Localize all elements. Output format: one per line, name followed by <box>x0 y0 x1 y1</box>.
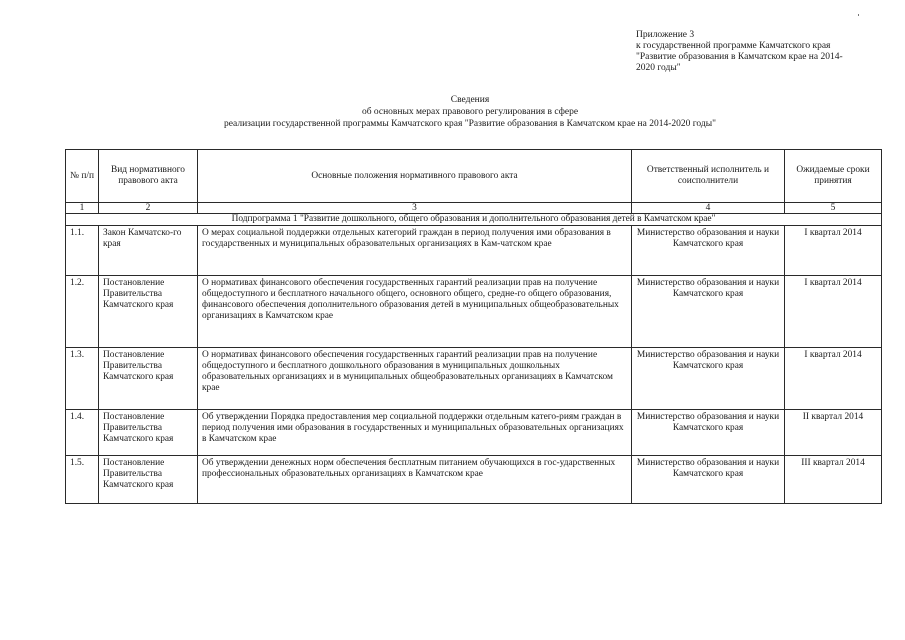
appendix-note <box>636 30 886 74</box>
row-act-type: Закон Камчатско-го края <box>99 226 198 276</box>
row-act-type: Постановление Правительства Камчатского края <box>99 276 198 348</box>
col-number-1: 1 <box>66 203 99 214</box>
row-number: 1.4. <box>66 410 99 456</box>
row-responsible: Министерство образования и науки Камчатского края <box>632 226 785 276</box>
heading-subtitle: об основных мерах правового регулирования в сфере <box>361 107 579 117</box>
row-content: О нормативах финансового обеспечения государственных гарантий реализации прав на получение общедоступного и бесплатного дошкольного образования в муниципальных дошкольных образовательных организациях и в муниципальных общеобразовательных организациях в Камчатском крае <box>198 348 632 410</box>
scan-speck <box>858 14 859 16</box>
table-row <box>66 410 882 456</box>
row-term: I квартал 2014 <box>785 348 882 410</box>
header-term: Ожидаемые сроки принятия <box>785 150 882 203</box>
row-act-type: Постановление Правительства Камчатского края <box>99 410 198 456</box>
row-act-type: Постановление Правительства Камчатского края <box>99 456 198 504</box>
header-responsible: Ответственный исполнитель и соисполнители <box>632 150 785 203</box>
row-term: II квартал 2014 <box>785 410 882 456</box>
table-row <box>66 348 882 410</box>
appendix-line-1: Приложение 3 <box>636 30 695 40</box>
document-heading <box>100 94 840 130</box>
col-number-5: 5 <box>785 203 882 214</box>
header-act-type: Вид нормативного правового акта <box>99 150 198 203</box>
subprogram-title: Подпрограмма 1 "Развитие дошкольного, общего образования и дополнительного образования детей в Камчатском крае" <box>66 214 882 226</box>
row-number: 1.2. <box>66 276 99 348</box>
col-number-3: 3 <box>198 203 632 214</box>
header-num: № п/п <box>66 150 99 203</box>
heading-program: реализации государственной программы Камчатского края "Развитие образования в Камчатском крае на 2014-2020 годы" <box>223 119 717 129</box>
appendix-line-3: "Развитие образования в Камчатском крае на 2014- <box>636 52 843 62</box>
row-content: Об утверждении Порядка предоставления мер социальной поддержки отдельным катего-риям граждан в период получения ими образования в государственных и муниципальных образовательных организациях в Камчатском крае <box>198 410 632 456</box>
table-row <box>66 456 882 504</box>
heading-title: Сведения <box>450 95 490 105</box>
row-number: 1.1. <box>66 226 99 276</box>
row-term: III квартал 2014 <box>785 456 882 504</box>
table-row <box>66 226 882 276</box>
measures-table <box>65 149 882 504</box>
row-content: Об утверждении денежных норм обеспечения бесплатным питанием обучающихся в гос-ударственных профессиональных образовательных организациях в Камчатском крае <box>198 456 632 504</box>
row-number: 1.3. <box>66 348 99 410</box>
row-responsible: Министерство образования и науки Камчатского края <box>632 456 785 504</box>
col-number-2: 2 <box>99 203 198 214</box>
row-responsible: Министерство образования и науки Камчатского края <box>632 410 785 456</box>
column-numbers-row <box>66 203 882 214</box>
row-term: I квартал 2014 <box>785 276 882 348</box>
col-number-4: 4 <box>632 203 785 214</box>
appendix-line-2: к государственной программе Камчатского края <box>636 41 831 51</box>
row-number: 1.5. <box>66 456 99 504</box>
row-content: О нормативах финансового обеспечения государственных гарантий реализации прав на получение общедоступного и бесплатного начального общего, основного общего, средне-го общего образования, финансового обеспечения дополнительного образования детей в муниципальных общеобразовательных организациях в Камчатском крае <box>198 276 632 348</box>
appendix-line-4: 2020 годы" <box>636 63 681 73</box>
table-header-row <box>66 150 882 203</box>
row-responsible: Министерство образования и науки Камчатского края <box>632 276 785 348</box>
row-act-type: Постановление Правительства Камчатского края <box>99 348 198 410</box>
row-term: I квартал 2014 <box>785 226 882 276</box>
row-responsible: Министерство образования и науки Камчатского края <box>632 348 785 410</box>
table-row <box>66 276 882 348</box>
header-content: Основные положения нормативного правового акта <box>198 150 632 203</box>
row-content: О мерах социальной поддержки отдельных категорий граждан в период получения ими образования в государственных и муниципальных образовательных организациях в Кам-чатском крае <box>198 226 632 276</box>
subprogram-row <box>66 214 882 226</box>
